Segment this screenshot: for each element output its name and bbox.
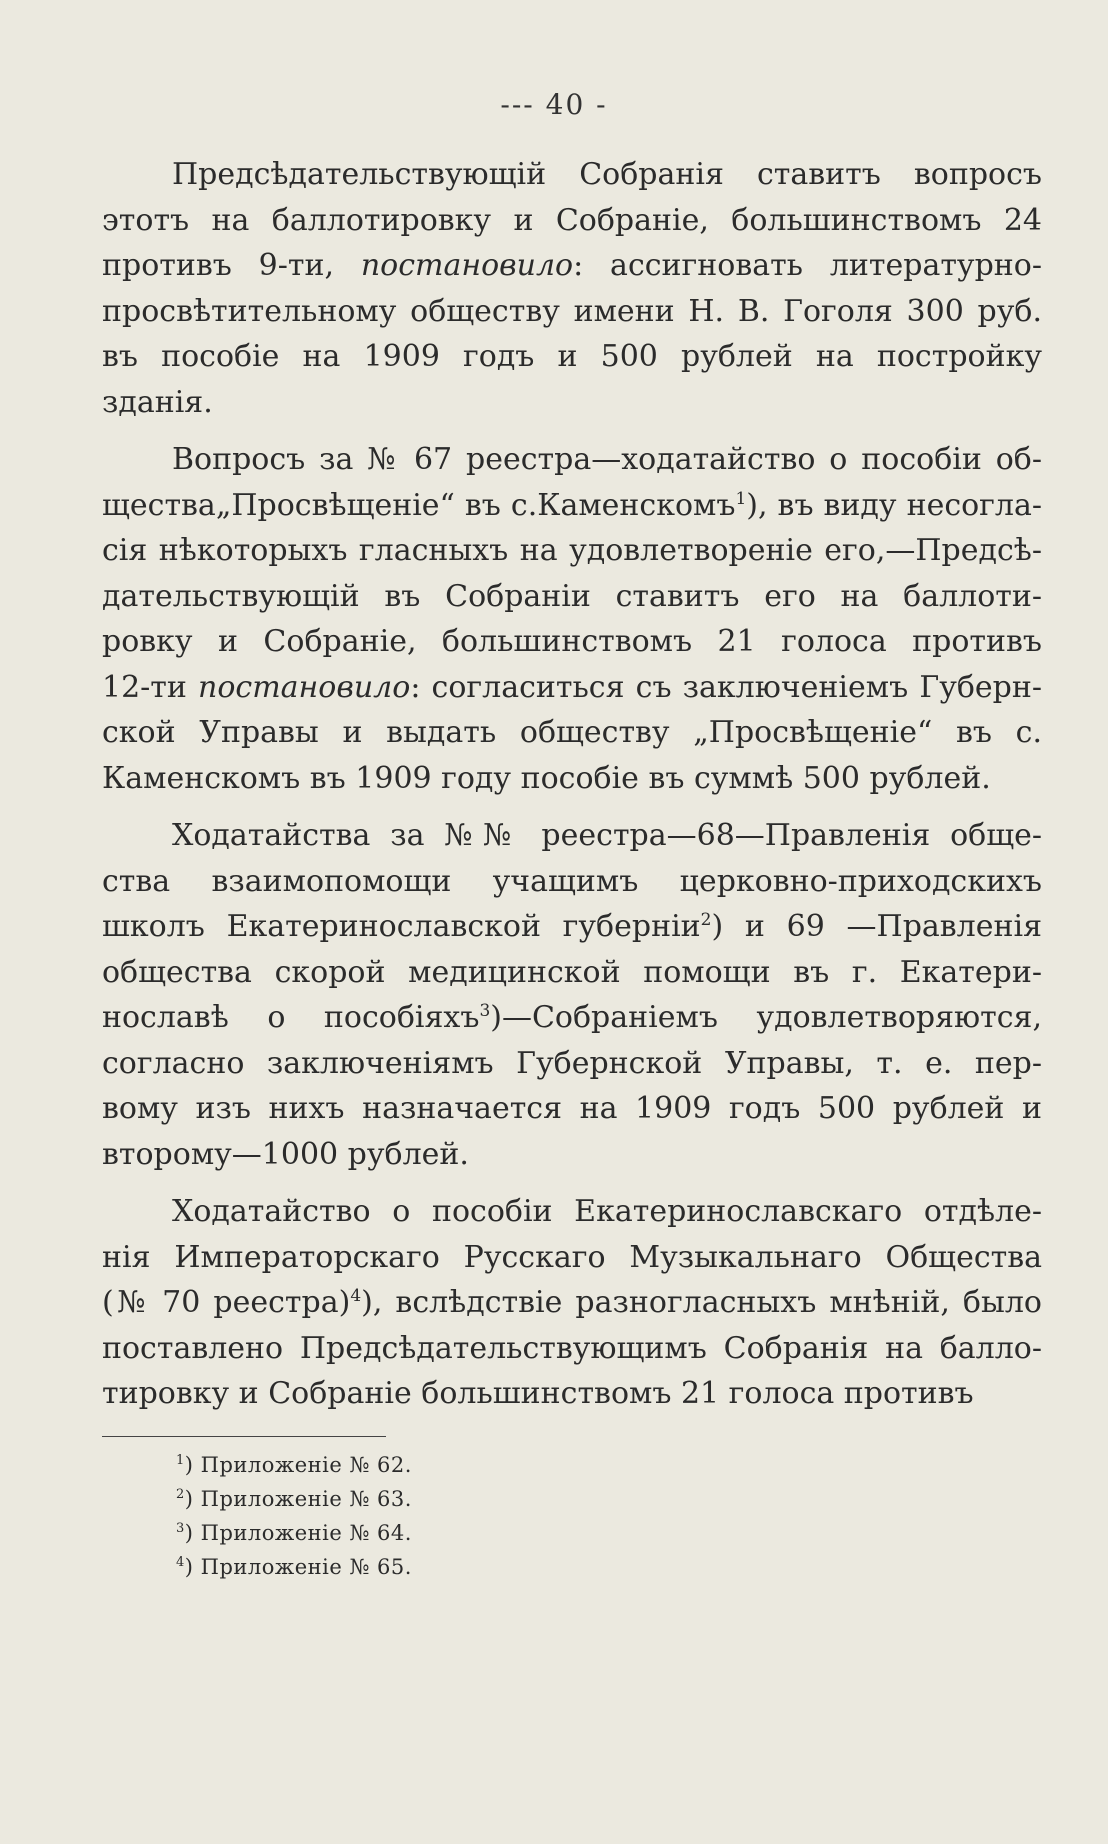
footnote xyxy=(176,1448,776,1482)
paragraph xyxy=(102,1189,1042,1417)
text-line: сія нѣкоторыхъ гласныхъ на удовлетвореніе его,—Предсѣ- xyxy=(102,533,1042,568)
footnote xyxy=(176,1550,776,1584)
text-line: Вопросъ за № 67 реестра—ходатайство о пособіи об- xyxy=(172,442,1042,477)
text-line: ской Управы и выдать обществу „Просвѣщеніе“ въ с. xyxy=(102,715,1042,750)
footnote-text: ) Приложеніе № 62. xyxy=(184,1453,412,1477)
page-number: --- 40 - xyxy=(500,88,608,121)
italic-emphasis: постановило xyxy=(198,669,411,705)
text-line: школъ Екатеринославской губерніи$^2$) и 69 —Правленія xyxy=(102,909,1042,944)
text-line: вому изъ нихъ назначается на 1909 годъ 500 рублей и xyxy=(102,1091,1042,1126)
footnote-reference: 4 xyxy=(350,1286,362,1306)
paragraph xyxy=(102,152,1042,425)
footnote xyxy=(176,1516,776,1550)
text-line: поставлено Предсѣдательствующимъ Собранія на балло- xyxy=(102,1330,1042,1366)
footnote-mark: 2 xyxy=(176,1487,185,1502)
footnote-mark: 1 xyxy=(176,1453,185,1468)
text-line: зданія. xyxy=(102,384,213,420)
paragraph xyxy=(102,813,1042,1177)
footnote xyxy=(176,1482,776,1516)
text-line: щества„Просвѣщеніе“ въ с.Каменскомъ$^1$), въ виду несогла- xyxy=(102,487,1042,523)
footnote-text: ) Приложеніе № 65. xyxy=(184,1555,412,1579)
footnote-text: ) Приложеніе № 63. xyxy=(184,1487,412,1511)
footnote-reference: 3 xyxy=(479,1001,491,1021)
italic-emphasis: постановило xyxy=(360,248,574,283)
footnote-mark: 3 xyxy=(176,1521,185,1536)
text-line: 12-ти постановило: согласиться съ заключеніемъ Губерн- xyxy=(102,669,1042,705)
text-line: дательствующій въ Собраніи ставитъ его на баллоти- xyxy=(102,578,1042,614)
text-line: этотъ на баллотировку и Собраніе, большинствомъ 24 xyxy=(102,202,1042,238)
text-line: согласно заключеніямъ Губернской Управы, т. е. пер- xyxy=(102,1045,1042,1081)
text-line: Предсѣдательствующій Собранія ставитъ вопросъ xyxy=(172,157,1042,192)
text-line: тировку и Собраніе большинствомъ 21 голоса противъ xyxy=(102,1376,974,1411)
body-text xyxy=(102,152,1042,1429)
text-line: второму—1000 рублей. xyxy=(102,1136,469,1172)
text-line: нославѣ о пособіяхъ$^3$)—Собраніемъ удовлетворяются, xyxy=(102,1000,1042,1035)
footnote-reference: 2 xyxy=(700,910,712,930)
text-line: ства взаимопомощи учащимъ церковно-приходскихъ xyxy=(102,863,1042,899)
text-line: ровку и Собраніе, большинствомъ 21 голоса противъ xyxy=(102,624,1042,659)
footnote-divider xyxy=(102,1436,386,1437)
text-line: нія Императорскаго Русскаго Музыкальнаго Общества xyxy=(102,1239,1042,1275)
footnotes xyxy=(176,1448,776,1584)
text-line: Ходатайство о пособіи Екатеринославскаго отдѣле- xyxy=(172,1194,1042,1229)
text-line: общества скорой медицинской помощи въ г. Екатери- xyxy=(102,954,1042,990)
footnote-reference: 1 xyxy=(735,488,747,509)
text-line: (№ 70 реестра)$^4$), вслѣдствіе разногласныхъ мнѣній, было xyxy=(102,1285,1042,1320)
text-line: просвѣтительному обществу имени Н. В. Гоголя 300 руб. xyxy=(102,293,1042,329)
text-line: въ пособіе на 1909 годъ и 500 рублей на постройку xyxy=(102,339,1042,374)
footnote-text: ) Приложеніе № 64. xyxy=(184,1521,412,1545)
footnote-mark: 4 xyxy=(176,1555,185,1570)
text-line: Каменскомъ въ 1909 году пособіе въ суммѣ 500 рублей. xyxy=(102,760,991,796)
text-line: Ходатайства за №№ реестра—68—Правленія обще- xyxy=(172,818,1042,853)
text-line: противъ 9-ти, постановило: ассигновать литературно- xyxy=(102,248,1042,283)
paragraph xyxy=(102,437,1042,801)
